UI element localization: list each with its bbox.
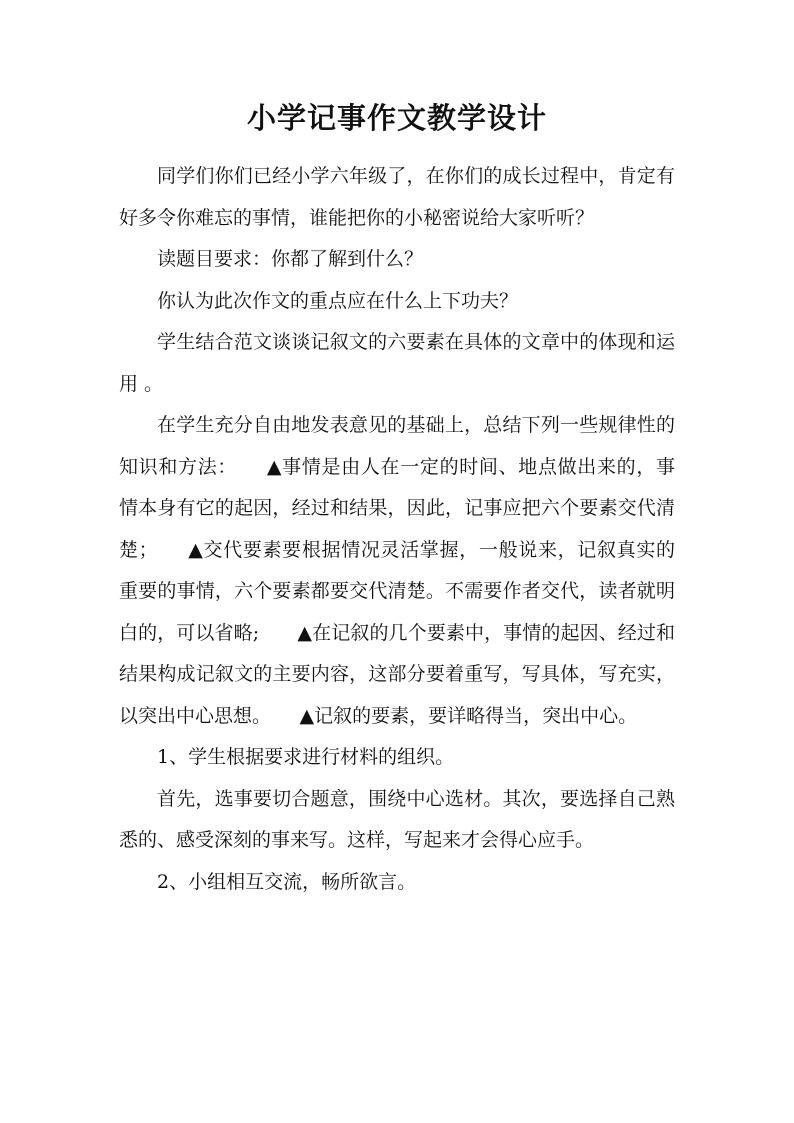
- paragraph-focus-question: 你认为此次作文的重点应在什么上下功夫？: [157, 289, 519, 312]
- paragraph-summary-methods: 在学生充分自由地发表意见的基础上，总结下列一些规律性的知识和方法： ▲事情是由人在一定的时间、地点做出来的，事情本身有它的起因，经过和结果，因此，记事应把六个要素交代清楚； ▲交代要素要根据情况灵活掌握，一般说来，记叙真实的重要的事情，六个要素都要交代清楚。不需要作者交代，读者就明白的，可以省略; ▲在记叙的几个要素中，事情的起因、经过和结果构成记叙文的主要内容，这部分要着重写，写具体，写充实，以突出中心思想。 ▲记叙的要素，要详略得当，突出中心。: [119, 414, 675, 727]
- paragraph-material-selection: 首先，选事要切合题意，围绕中心选材。其次，要选择自己熟悉的、感受深刻的事来写。这样，写起来才会得心应手。: [119, 787, 675, 851]
- paragraph-step-1: 1、学生根据要求进行材料的组织。: [157, 746, 455, 768]
- document-title: 小学记事作文教学设计: [246, 101, 547, 135]
- paragraph-six-elements: 学生结合范文谈谈记叙文的六要素在具体的文章中的体现和运用 。: [119, 331, 675, 395]
- paragraph-read-requirements: 读题目要求：你都了解到什么？: [157, 248, 424, 270]
- document-body: [119, 156, 675, 903]
- paragraph-step-2: 2、小组相互交流，畅所欲言。: [157, 870, 417, 893]
- paragraph-intro: 同学们你们已经小学六年级了，在你们的成长过程中，肯定有好多令你难忘的事情，谁能把你的小秘密说给大家听听？: [119, 165, 675, 229]
